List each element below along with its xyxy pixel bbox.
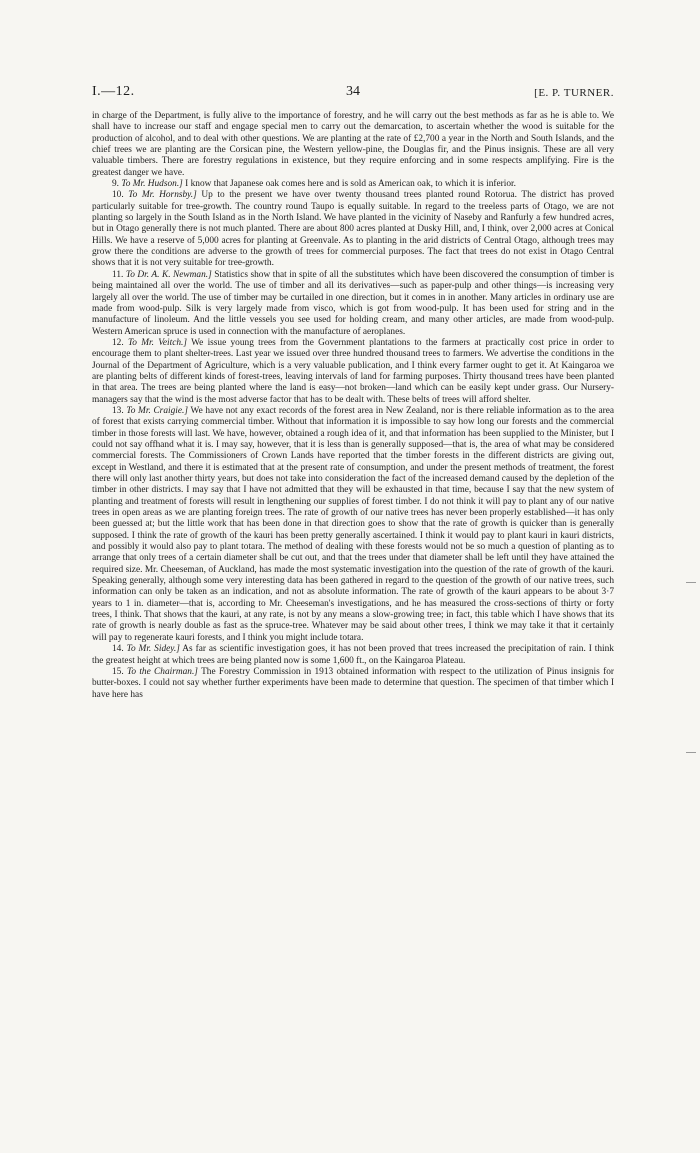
paragraph-addressee: To Mr. Veitch.] — [127, 337, 187, 348]
paragraph-number: 12. — [112, 337, 124, 348]
paragraph-number: 11. — [112, 269, 124, 280]
page-header — [92, 84, 614, 104]
paragraph-continuation — [92, 111, 614, 179]
paragraph-text: We have not any exact records of the forest area in New Zealand, nor is there reliable information as to the area of forest that exists carrying commercial timber. Without that information it is impossible to say how long our forests and the commercial timber in those forests will last. We have, however, obtained a rough idea of it, and that information has been supplied to the Minister, but I could not say offhand what it is. I may say, however, that it is less than is generally supposed—that is, the area of what may be considered commercial forests. The Commissioners of Crown Lands have reported that the timber forests in the different districts are giving out, except in Westland, and there it is estimated that at the present rate of consumption, and under the present methods of treatment, the forest there will only last another thirty years, but does not take into consideration the fact of the increased demand caused by the depletion of the timber in other districts. I may say that I have not admitted that they will be exhausted in that time, because I say that the new system of planting and treatment of forests will result in lengthening our supplies of forest timber. I do not think it will pay to plant any of our native trees in open areas as we are planting foreign trees. The rate of growth of our native trees has never been properly established—it has only been guessed at; but the little work that has been done in that direction goes to show that the rate of growth is quicker than is generally supposed. I think the rate of growth of the kauri has been pretty generally ascertained. I think it would pay to plant kauri in kauri districts, and possibly it would also pay to plant totara. The method of dealing with these forests would not be so much a question of planting as to arrange that only trees of a certain diameter shall be cut out, and that the trees under that diameter shall be left until they have attained the required size. Mr. Cheeseman, of Auckland, has made the most systematic investigation into the question of the rate of growth of the kauri. Speaking generally, although some very interesting data has been gathered in regard to the question of the growth of our native trees, such information can only be taken as an indication, and not as absolute information. The rate of growth of the kauri appears to be about 3·7 years to 1 in. diameter—that is, according to Mr. Cheeseman's investigations, and he has measured the cross-sections of thirty or forty trees, I think. That shows that the kauri, at any rate, is not by any means a slow-growing tree; in fact, this table which I have shows that its rate of growth is nearly double as fast as the spruce-tree. Whatever may be said about other trees, I think we may take it that it certainly will pay to regenerate kauri forests, and I think you might include totara. — [92, 405, 615, 643]
scan-edge-mark — [686, 752, 696, 753]
paragraph-13 — [92, 406, 614, 644]
paragraph-text: in charge of the Department, is fully alive to the importance of forestry, and he will carry out the best methods as far as he is able to. We shall have to increase our staff and engage special men to carry out the demarcation, to ascertain whether the wood is suitable for the production of alcohol, and to deal with other questions. We are planting at the rate of £2,700 a year in the North and South Islands, and the chief trees we are planting are the Corsican pine, the Western yellow-pine, the Douglas fir, and the Pinus insignis. These are all very valuable timbers. There are forestry regulations in existence, but they require enforcing and in some respects amplifying. Fire is the greatest danger we have. — [92, 111, 614, 178]
paragraph-addressee: To Mr. Hornsby.] — [128, 190, 197, 201]
paragraph-addressee: To Mr. Sidey.] — [126, 644, 180, 655]
paragraph-addressee: To Mr. Craigie.] — [126, 405, 188, 416]
paragraph-text: Statistics show that in spite of all the substitutes which have been discovered the consumption of timber is being maintained all over the world. The use of timber and all its derivatives—such as paper-pulp and other things—is increasing very largely all over the world. The use of timber may be curtailed in one direction, but it comes in in another. Many articles in ordinary use are made from wood-pulp. Silk is very largely made from visco, which is got from wood-pulp. It has been used for string and in the manufacture of linoleum. And the little vessels you see used for holding cream, and many other articles, are made from wood-pulp. Western American spruce is used in connection with the manufacture of aeroplanes. — [92, 269, 614, 337]
paragraph-addressee: To the Chairman.] — [127, 666, 198, 677]
paragraph-text: The Forestry Commission in 1913 obtained information with respect to the utilization of Pinus insignis for butter-boxes. I could not say whether further experiments have been made to determine that question. The specimen of that timber which I have here has — [92, 666, 614, 700]
paragraph-12 — [92, 338, 614, 406]
scan-edge-mark — [686, 582, 696, 583]
paragraph-number: 13. — [112, 405, 124, 416]
speaker-name: [E. P. TURNER. — [534, 87, 614, 99]
paragraph-11 — [92, 270, 614, 338]
section-reference: I.—12. — [92, 84, 135, 99]
paragraph-9 — [92, 179, 614, 190]
paragraph-text: Up to the present we have over twenty thousand trees planted round Rotorua. The district has proved particularly suitable for tree-growth. The country round Taupo is equally suitable. In regard to the treeless parts of Otago, we are not planting so largely in the South Island as in the North Island. We have planted in the vicinity of Naseby and Ranfurly a few hundred acres, but in Otago generally there is not much planted. There are about 800 acres planted at Dusky Hill, and, I think, over 2,000 acres at Conical Hills. We have a reserve of 5,000 acres for planting at Greenvale. As to planting in the arid districts of Central Otago, although trees may grow there the conditions are adverse to the growth of trees for commercial purposes. The fact that trees do not exist in Otago Central shows that it is not very suitable for tree-growth. — [92, 190, 614, 269]
paragraph-number: 14. — [112, 644, 124, 655]
paragraph-text: We issue young trees from the Government plantations to the farmers at practically cost price in order to encourage them to plant shelter-trees. Last year we issued over three hundred thousand trees to farmers. We advertise the conditions in the Journal of the Department of Agriculture, which is a very valuable publication, and I think every farmer ought to get it. At Kaingaroa we are planting belts of different kinds of forest-trees, leaving intervals of land for farming purposes. Thirty thousand trees have been planted in that area. The trees are being planted where the land is easy—not broken—land which can be easily kept under grass. Our Nursery-managers say that the wind is the most adverse factor that has to be dealt with. These belts of trees will afford shelter. — [92, 337, 615, 405]
paragraph-number: 9. — [112, 179, 120, 190]
paragraph-number: 15. — [112, 666, 124, 677]
paragraph-15 — [92, 667, 614, 701]
paragraph-number: 10. — [112, 190, 124, 201]
page-number: 34 — [346, 84, 360, 99]
paragraph-14 — [92, 644, 614, 667]
paragraph-addressee: To Dr. A. K. Newman.] — [125, 269, 212, 280]
paragraph-addressee: To Mr. Hudson.] — [121, 179, 183, 190]
document-body — [92, 111, 614, 701]
paragraph-text: As far as scientific investigation goes, it has not been proved that trees increased the precipitation of rain. I think the greatest height at which trees are being planted now is some 1,600 ft., on the Kaingaroa Plateau. — [92, 644, 614, 666]
paragraph-10 — [92, 190, 614, 269]
paragraph-text: I know that Japanese oak comes here and is sold as American oak, to which it is inferior. — [185, 179, 516, 190]
